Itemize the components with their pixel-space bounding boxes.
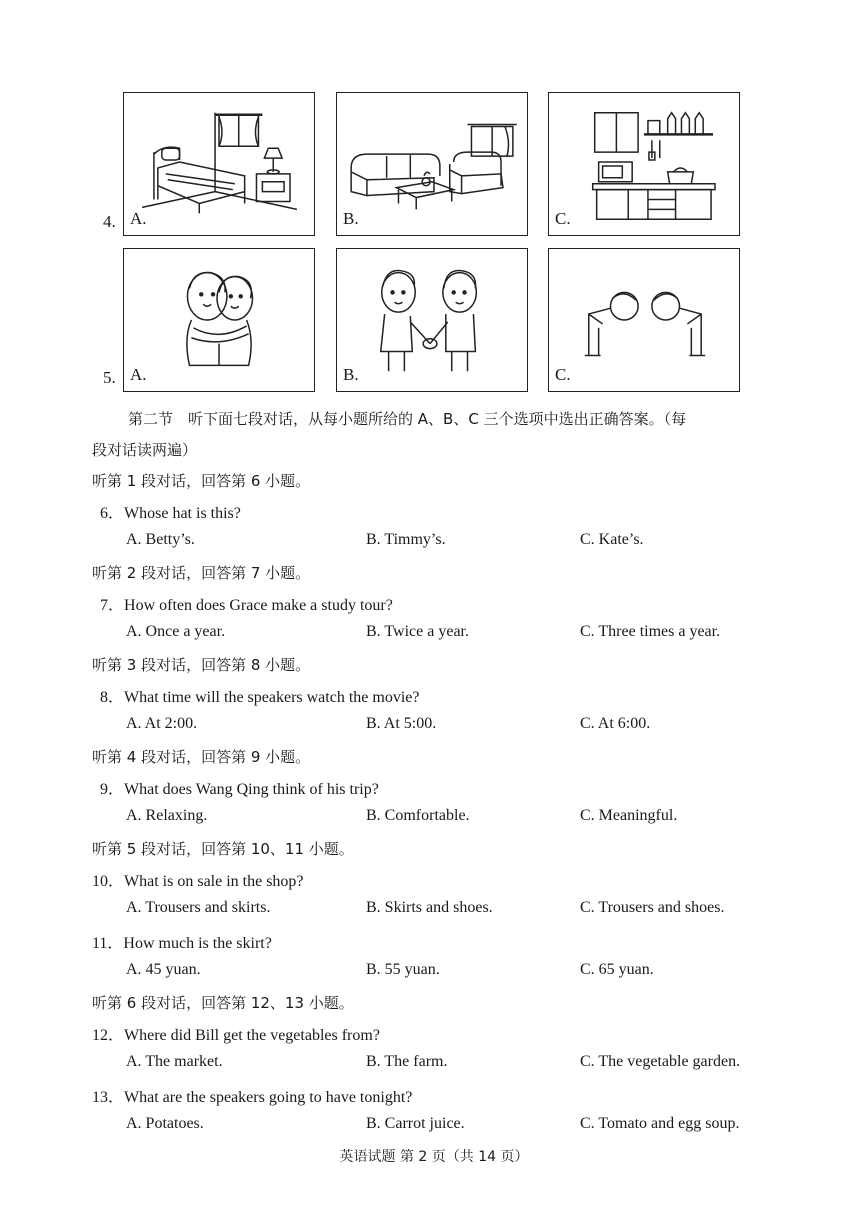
question-5-number: 5. bbox=[103, 368, 116, 387]
question-text: What time will the speakers watch the movie? bbox=[124, 689, 420, 706]
q7-option-b[interactable]: B. Twice a year. bbox=[366, 623, 469, 640]
q10-option-c[interactable]: C. Trousers and shoes. bbox=[580, 899, 725, 916]
q9-option-a[interactable]: A. Relaxing. bbox=[126, 807, 208, 824]
q4-option-c-label: C. bbox=[555, 209, 571, 228]
question-9 bbox=[100, 776, 379, 799]
q12-option-a[interactable]: A. The market. bbox=[126, 1053, 223, 1070]
q5-option-c-panel[interactable] bbox=[548, 248, 740, 392]
q5-option-b-label: B. bbox=[343, 365, 359, 384]
q6-option-c[interactable]: C. Kate’s. bbox=[580, 531, 644, 548]
q8-option-b[interactable]: B. At 5:00. bbox=[366, 715, 437, 732]
q11-option-a[interactable]: A. 45 yuan. bbox=[126, 961, 201, 978]
q13-option-a[interactable]: A. Potatoes. bbox=[126, 1115, 204, 1132]
question-number: 12． bbox=[92, 1027, 125, 1044]
living-room-icon bbox=[337, 93, 527, 235]
question-number: 10． bbox=[92, 873, 125, 890]
bedroom-icon bbox=[124, 93, 314, 235]
question-text: How often does Grace make a study tour? bbox=[124, 597, 393, 614]
q11-option-b[interactable]: B. 55 yuan. bbox=[366, 961, 440, 978]
question-text: What does Wang Qing think of his trip? bbox=[124, 781, 379, 798]
question-text: Whose hat is this? bbox=[124, 505, 241, 522]
q4-option-a-panel[interactable] bbox=[123, 92, 315, 236]
q7-option-a[interactable]: A. Once a year. bbox=[126, 623, 226, 640]
q6-option-a[interactable]: A. Betty’s. bbox=[126, 531, 195, 548]
bow-icon bbox=[549, 249, 739, 391]
question-text: Where did Bill get the vegetables from? bbox=[124, 1027, 380, 1044]
question-13 bbox=[92, 1084, 412, 1107]
question-10 bbox=[92, 868, 304, 891]
question-number: 8． bbox=[100, 689, 125, 706]
q6-option-b[interactable]: B. Timmy’s. bbox=[366, 531, 446, 548]
section-heading-line2: 段对话读两遍） bbox=[92, 441, 198, 459]
q8-option-a[interactable]: A. At 2:00. bbox=[126, 715, 198, 732]
section-heading-line1: 第二节 听下面七段对话，从每小题所给的 A、B、C 三个选项中选出正确答案。（每 bbox=[128, 410, 687, 428]
q4-option-b-panel[interactable] bbox=[336, 92, 528, 236]
question-8 bbox=[100, 684, 419, 707]
q8-option-c[interactable]: C. At 6:00. bbox=[580, 715, 651, 732]
hug-icon bbox=[124, 249, 314, 391]
q13-option-c[interactable]: C. Tomato and egg soup. bbox=[580, 1115, 740, 1132]
instruction-dialogue-3: 听第 3 段对话，回答第 8 小题。 bbox=[92, 656, 311, 674]
question-6 bbox=[100, 500, 241, 523]
instruction-dialogue-1: 听第 1 段对话，回答第 6 小题。 bbox=[92, 472, 311, 490]
q12-option-b[interactable]: B. The farm. bbox=[366, 1053, 448, 1070]
q10-option-a[interactable]: A. Trousers and skirts. bbox=[126, 899, 271, 916]
instruction-dialogue-6: 听第 6 段对话，回答第 12、13 小题。 bbox=[92, 994, 354, 1012]
instruction-dialogue-2: 听第 2 段对话，回答第 7 小题。 bbox=[92, 564, 311, 582]
instruction-dialogue-5: 听第 5 段对话，回答第 10、11 小题。 bbox=[92, 840, 354, 858]
question-7 bbox=[100, 592, 393, 615]
question-number: 11． bbox=[92, 935, 124, 952]
handshake-icon bbox=[337, 249, 527, 391]
q4-option-b-label: B. bbox=[343, 209, 359, 228]
q7-option-c[interactable]: C. Three times a year. bbox=[580, 623, 721, 640]
question-number: 7． bbox=[100, 597, 125, 614]
q5-option-c-label: C. bbox=[555, 365, 571, 384]
question-number: 9． bbox=[100, 781, 125, 798]
kitchen-icon bbox=[549, 93, 739, 235]
q10-option-b[interactable]: B. Skirts and shoes. bbox=[366, 899, 493, 916]
q4-option-c-panel[interactable] bbox=[548, 92, 740, 236]
q4-option-a-label: A. bbox=[130, 209, 147, 228]
question-12 bbox=[92, 1022, 380, 1045]
question-number: 6． bbox=[100, 505, 125, 522]
question-number: 13． bbox=[92, 1089, 125, 1106]
question-text: What is on sale in the shop? bbox=[124, 873, 304, 890]
q13-option-b[interactable]: B. Carrot juice. bbox=[366, 1115, 465, 1132]
q5-option-a-label: A. bbox=[130, 365, 147, 384]
q5-option-b-panel[interactable] bbox=[336, 248, 528, 392]
q9-option-c[interactable]: C. Meaningful. bbox=[580, 807, 678, 824]
page-footer: 英语试题 第 2 页（共 14 页） bbox=[339, 1149, 529, 1165]
q5-option-a-panel[interactable] bbox=[123, 248, 315, 392]
q11-option-c[interactable]: C. 65 yuan. bbox=[580, 961, 654, 978]
instruction-dialogue-4: 听第 4 段对话，回答第 9 小题。 bbox=[92, 748, 311, 766]
q12-option-c[interactable]: C. The vegetable garden. bbox=[580, 1053, 741, 1070]
question-text: What are the speakers going to have tonight? bbox=[124, 1089, 413, 1106]
question-11 bbox=[92, 930, 272, 953]
q9-option-b[interactable]: B. Comfortable. bbox=[366, 807, 470, 824]
question-text: How much is the skirt? bbox=[123, 935, 272, 952]
question-4-number: 4. bbox=[103, 212, 116, 231]
